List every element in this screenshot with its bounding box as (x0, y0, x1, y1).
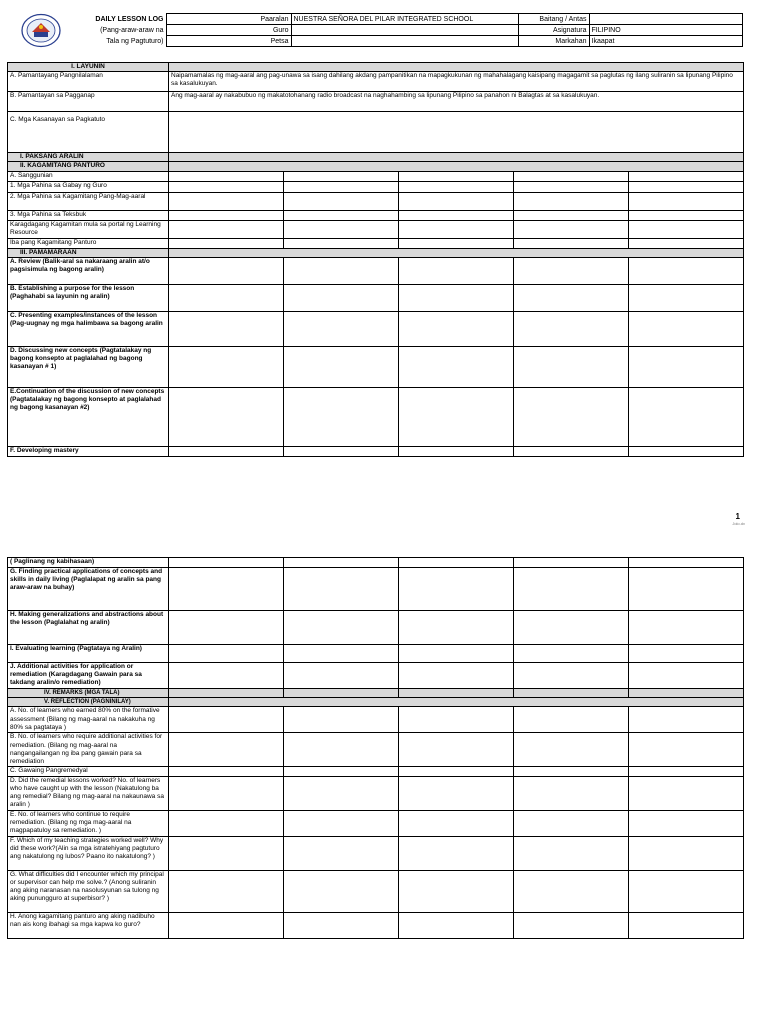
petsa-value (291, 36, 518, 47)
petsa-label: Petsa (166, 36, 291, 47)
asignatura-label: Asignatura (518, 25, 589, 36)
procedure-row-label: G. Finding practical applications of concepts and skills in daily living (Paglalapat ng aralin sa pang araw-araw na buhay) (8, 568, 169, 611)
kag-row-label: Iba pang Kagamitang Panturo (8, 238, 169, 248)
markahan-label: Markahan (518, 36, 589, 47)
pam-row-label: E.Continuation of the discussion of new concepts (Pagtatalakay ng bagong konsepto at paglalahad ng bagong kasanayan #2) (8, 387, 169, 446)
paaralan-value: NUESTRA SEÑORA DEL PILAR INTEGRATED SCHOOL (291, 14, 518, 25)
guro-value (291, 25, 518, 36)
reflection-row-label: C. Gawaing Pangremedyal (8, 767, 169, 776)
markahan-value: Ikaapat (589, 36, 742, 47)
page-number: 1 (735, 512, 740, 521)
title-line-3: Tala ng Pagtuturo) (106, 37, 164, 45)
procedure-row-label: I. Evaluating learning (Pagtataya ng Aralin) (8, 645, 169, 663)
kagamitang-panturo-heading: II. KAGAMITANG PANTURO (8, 162, 169, 171)
procedure-row-label: J. Additional activities for application or remediation (Karagdagang Gawain para sa takdang aralin/o remediation) (8, 663, 169, 689)
kasanayan-label: C. Mga Kasanayan sa Pagkatuto (8, 112, 169, 153)
pam-row-label: D. Discussing new concepts (Pagtatalakay ng bagong konsepto at paglalahad ng bagong kasanayan # 1) (8, 346, 169, 387)
title-line-1: DAILY LESSON LOG (95, 15, 164, 23)
page-footer-note: Jolo.dv (732, 521, 745, 526)
reflection-row-label: A. No. of learners who earned 80% on the formative assessment (Bilang ng mag-aaral na nakakuha ng 80% sa pagtataya ) (8, 707, 169, 733)
kag-row-label: 3. Mga Pahina sa Teksbuk (8, 210, 169, 220)
baitang-label: Baitang / Antas (518, 14, 589, 25)
kag-row-label: 1. Mga Pahina sa Gabay ng Guro (8, 181, 169, 192)
baitang-value (589, 14, 742, 25)
pam-row-label: B. Establishing a purpose for the lesson (Paghahabi sa layunin ng aralin) (8, 284, 169, 311)
reflection-row-label: F. Which of my teaching strategies worked well? Why did these work?(Alin sa mga istratehiyang pagtuturo ang nakatulong ng lubos? Paano ito nakatulong? ) (8, 836, 169, 870)
layunin-heading: I. LAYUNIN (8, 63, 169, 72)
procedure-row-label: ( Paglinang ng kabihasaan) (8, 558, 169, 568)
kag-row-label: A. Sanggunian (8, 171, 169, 181)
reflection-heading: V. REFLECTION (PAGNINILAY) (8, 698, 169, 707)
kag-row-label: Karagdagang Kagamitan mula sa portal ng Learning Resource (8, 220, 169, 238)
reflection-row-label: E. No. of learners who continue to require remediation. (Bilang ng mga mag-aaral na magpapatuloy sa remediation. ) (8, 810, 169, 836)
lesson-table-page2 (7, 557, 744, 939)
pamantayang-pangnilalaman-value: Naipamamalas ng mag-aaral ang pag-unawa sa isang dahilang akdang pampanitikan na mapagkukunan ng mahahalagang kaisipang magagamit sa paglutas ng ilang suliranin sa lipunang Pilipino sa kasalukuyan. (169, 72, 744, 92)
procedure-row-label: H. Making generalizations and abstractions about the lesson (Paglalahat ng aralin) (8, 611, 169, 645)
pam-row-label: F. Developing mastery (8, 446, 169, 456)
reflection-row-label: B. No. of learners who require additional activities for remediation. (Bilang ng mag-aaral na nangangailangan ng iba pang gawain para sa remediation (8, 733, 169, 767)
kag-row-label: 2. Mga Pahina sa Kagamitang Pang-Mag-aaral (8, 192, 169, 210)
header-table (48, 13, 743, 47)
title-line-2: (Pang-araw-araw na (100, 26, 164, 34)
pamamaraan-heading: III. PAMAMARAAN (8, 248, 169, 257)
reflection-row-label: G. What difficulties did I encounter which my principal or supervisor can help me solve.? (Anong suliranin ang aking naranasan na nasolusyunan sa tulong ng aking punungguro at superbisor? ) (8, 870, 169, 912)
reflection-row-label: H. Anong kagamitang panturo ang aking nadibuho nan ais kong ibahagi sa mga kapwa ko guro? (8, 912, 169, 938)
paaralan-label: Paaralan (166, 14, 291, 25)
guro-label: Guro (166, 25, 291, 36)
lesson-table-page1 (7, 62, 744, 457)
remarks-heading: IV. REMARKS (MGA TALA) (8, 689, 169, 698)
pamantayan-pagganap-value: Ang mag-aaral ay nakabubuo ng makatotohanang radio broadcast na naghahambing sa lipunang Pilipino sa panahon ni Balagtas at sa kasalukuyan. (169, 92, 744, 112)
pam-row-label: A. Review (Balik-aral sa nakaraang aralin at/o pagsisimula ng bagong aralin) (8, 257, 169, 284)
pamantayan-pagganap-label: B. Pamantayan sa Pagganap (8, 92, 169, 112)
pam-row-label: C. Presenting examples/instances of the lesson (Pag-uugnay ng mga halimbawa sa bagong aralin (8, 311, 169, 346)
asignatura-value: FILIPINO (589, 25, 742, 36)
pamantayang-pangnilalaman-label: A. Pamantayang Pangnilalaman (8, 72, 169, 92)
paksang-aralin-heading: I. PAKSANG ARALIN (8, 153, 169, 162)
reflection-row-label: D. Did the remedial lessons worked? No. of learners who have caught up with the lesson (Nakatulong ba ang remedial? Bilang ng mag-aaral na nakaunawa sa aralin ) (8, 776, 169, 810)
